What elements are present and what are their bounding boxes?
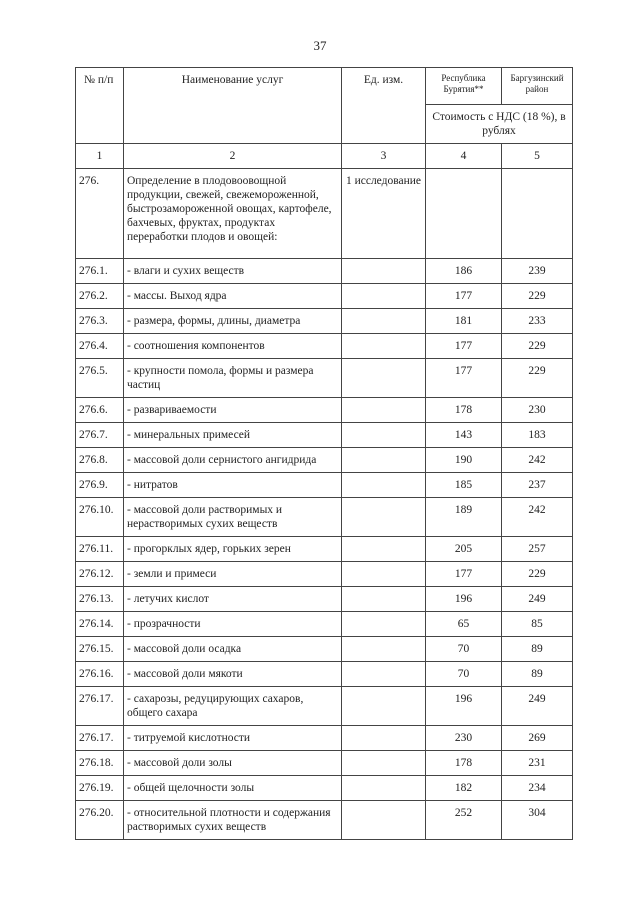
row-price-district: 85 bbox=[502, 612, 573, 637]
table-row bbox=[76, 398, 573, 423]
row-unit bbox=[342, 587, 426, 612]
row-number: 276.14. bbox=[76, 612, 124, 637]
row-price-district: 257 bbox=[502, 537, 573, 562]
row-service-name: Определение в плодовоовощной продукции, свежей, свежемороженной, быстрозамороженной овощах, картофеле, бахчевых, фруктах, продуктах переработки плодов и овощей: bbox=[124, 169, 342, 259]
table-row bbox=[76, 473, 573, 498]
row-service-name: - крупности помола, формы и размера частиц bbox=[124, 359, 342, 398]
row-price-district: 229 bbox=[502, 359, 573, 398]
column-number: 5 bbox=[502, 144, 573, 169]
row-unit bbox=[342, 751, 426, 776]
row-price-district: 242 bbox=[502, 448, 573, 473]
row-service-name: - минеральных примесей bbox=[124, 423, 342, 448]
row-number: 276.3. bbox=[76, 309, 124, 334]
row-price-republic: 178 bbox=[426, 398, 502, 423]
column-number: 4 bbox=[426, 144, 502, 169]
row-price-republic: 70 bbox=[426, 662, 502, 687]
header-name: Наименование услуг bbox=[124, 68, 342, 144]
row-service-name: - летучих кислот bbox=[124, 587, 342, 612]
row-price-district: 229 bbox=[502, 284, 573, 309]
row-unit bbox=[342, 309, 426, 334]
row-unit bbox=[342, 776, 426, 801]
row-number: 276.17. bbox=[76, 726, 124, 751]
row-number: 276.18. bbox=[76, 751, 124, 776]
row-service-name: - нитратов bbox=[124, 473, 342, 498]
row-price-district: 183 bbox=[502, 423, 573, 448]
row-unit bbox=[342, 448, 426, 473]
table-row bbox=[76, 537, 573, 562]
column-number: 1 bbox=[76, 144, 124, 169]
row-service-name: - массовой доли сернистого ангидрида bbox=[124, 448, 342, 473]
row-price-district: 89 bbox=[502, 637, 573, 662]
table-row bbox=[76, 801, 573, 840]
column-number: 3 bbox=[342, 144, 426, 169]
header-unit: Ед. изм. bbox=[342, 68, 426, 144]
row-unit bbox=[342, 498, 426, 537]
row-service-name: - земли и примеси bbox=[124, 562, 342, 587]
row-price-district: 230 bbox=[502, 398, 573, 423]
row-service-name: - титруемой кислотности bbox=[124, 726, 342, 751]
row-number: 276. bbox=[76, 169, 124, 259]
row-unit bbox=[342, 726, 426, 751]
row-price-district: 304 bbox=[502, 801, 573, 840]
row-price-republic: 177 bbox=[426, 562, 502, 587]
row-price-republic: 186 bbox=[426, 259, 502, 284]
row-number: 276.5. bbox=[76, 359, 124, 398]
table-row bbox=[76, 751, 573, 776]
table-row bbox=[76, 448, 573, 473]
table-row bbox=[76, 726, 573, 751]
table-row bbox=[76, 259, 573, 284]
page-number: 37 bbox=[313, 38, 327, 53]
row-number: 276.1. bbox=[76, 259, 124, 284]
table-row bbox=[76, 359, 573, 398]
table-row bbox=[76, 284, 573, 309]
table-row bbox=[76, 637, 573, 662]
header-district: Баргузинский район bbox=[502, 68, 573, 105]
row-service-name: - массовой доли мякоти bbox=[124, 662, 342, 687]
row-number: 276.7. bbox=[76, 423, 124, 448]
table-row bbox=[76, 562, 573, 587]
row-price-district bbox=[502, 169, 573, 259]
row-price-district: 249 bbox=[502, 687, 573, 726]
row-price-district: 89 bbox=[502, 662, 573, 687]
row-number: 276.9. bbox=[76, 473, 124, 498]
row-price-republic: 178 bbox=[426, 751, 502, 776]
row-unit bbox=[342, 259, 426, 284]
row-unit bbox=[342, 398, 426, 423]
row-service-name: - массовой доли растворимых и нерастворимых сухих веществ bbox=[124, 498, 342, 537]
row-unit bbox=[342, 612, 426, 637]
row-number: 276.2. bbox=[76, 284, 124, 309]
header-price-caption: Стоимость с НДС (18 %), в рублях bbox=[426, 105, 573, 144]
row-unit: 1 исследование bbox=[342, 169, 426, 259]
row-price-district: 239 bbox=[502, 259, 573, 284]
row-price-republic: 182 bbox=[426, 776, 502, 801]
row-service-name: - массовой доли золы bbox=[124, 751, 342, 776]
row-price-republic: 177 bbox=[426, 359, 502, 398]
row-price-republic: 177 bbox=[426, 334, 502, 359]
row-price-republic: 70 bbox=[426, 637, 502, 662]
row-unit bbox=[342, 359, 426, 398]
row-price-republic bbox=[426, 169, 502, 259]
row-price-republic: 196 bbox=[426, 587, 502, 612]
row-unit bbox=[342, 562, 426, 587]
row-unit bbox=[342, 637, 426, 662]
row-number: 276.20. bbox=[76, 801, 124, 840]
row-service-name: - общей щелочности золы bbox=[124, 776, 342, 801]
row-number: 276.10. bbox=[76, 498, 124, 537]
column-numbers-row bbox=[76, 144, 573, 169]
row-number: 276.8. bbox=[76, 448, 124, 473]
row-number: 276.12. bbox=[76, 562, 124, 587]
row-unit bbox=[342, 687, 426, 726]
row-price-republic: 181 bbox=[426, 309, 502, 334]
row-unit bbox=[342, 473, 426, 498]
row-price-republic: 65 bbox=[426, 612, 502, 637]
row-number: 276.6. bbox=[76, 398, 124, 423]
row-price-district: 229 bbox=[502, 334, 573, 359]
table-row bbox=[76, 612, 573, 637]
table-row bbox=[76, 423, 573, 448]
row-price-district: 237 bbox=[502, 473, 573, 498]
row-price-republic: 252 bbox=[426, 801, 502, 840]
row-price-district: 229 bbox=[502, 562, 573, 587]
row-unit bbox=[342, 537, 426, 562]
row-service-name: - массовой доли осадка bbox=[124, 637, 342, 662]
row-number: 276.15. bbox=[76, 637, 124, 662]
row-price-republic: 177 bbox=[426, 284, 502, 309]
row-unit bbox=[342, 662, 426, 687]
row-price-republic: 230 bbox=[426, 726, 502, 751]
row-price-republic: 190 bbox=[426, 448, 502, 473]
table-row bbox=[76, 662, 573, 687]
row-number: 276.11. bbox=[76, 537, 124, 562]
table-row bbox=[76, 334, 573, 359]
table-row bbox=[76, 776, 573, 801]
row-number: 276.13. bbox=[76, 587, 124, 612]
row-price-district: 242 bbox=[502, 498, 573, 537]
row-unit bbox=[342, 334, 426, 359]
row-price-republic: 189 bbox=[426, 498, 502, 537]
row-service-name: - размера, формы, длины, диаметра bbox=[124, 309, 342, 334]
row-price-district: 234 bbox=[502, 776, 573, 801]
row-service-name: - прозрачности bbox=[124, 612, 342, 637]
row-service-name: - развариваемости bbox=[124, 398, 342, 423]
table-header-row bbox=[76, 68, 573, 105]
row-service-name: - массы. Выход ядра bbox=[124, 284, 342, 309]
row-price-district: 269 bbox=[502, 726, 573, 751]
row-number: 276.19. bbox=[76, 776, 124, 801]
row-unit bbox=[342, 284, 426, 309]
row-service-name: - влаги и сухих веществ bbox=[124, 259, 342, 284]
row-service-name: - относительной плотности и содержания растворимых сухих веществ bbox=[124, 801, 342, 840]
table-row bbox=[76, 587, 573, 612]
row-price-district: 249 bbox=[502, 587, 573, 612]
row-number: 276.16. bbox=[76, 662, 124, 687]
column-number: 2 bbox=[124, 144, 342, 169]
row-price-republic: 143 bbox=[426, 423, 502, 448]
row-service-name: - соотношения компонентов bbox=[124, 334, 342, 359]
row-price-republic: 185 bbox=[426, 473, 502, 498]
row-price-republic: 205 bbox=[426, 537, 502, 562]
table-row bbox=[76, 687, 573, 726]
row-service-name: - сахарозы, редуцирующих сахаров, общего сахара bbox=[124, 687, 342, 726]
price-table bbox=[75, 67, 573, 840]
row-number: 276.17. bbox=[76, 687, 124, 726]
row-service-name: - прогорклых ядер, горьких зерен bbox=[124, 537, 342, 562]
row-unit bbox=[342, 801, 426, 840]
header-republic: Республика Бурятия** bbox=[426, 68, 502, 105]
row-number: 276.4. bbox=[76, 334, 124, 359]
table-row bbox=[76, 309, 573, 334]
row-unit bbox=[342, 423, 426, 448]
header-num: № п/п bbox=[76, 68, 124, 144]
table-row bbox=[76, 169, 573, 259]
table-row bbox=[76, 498, 573, 537]
row-price-republic: 196 bbox=[426, 687, 502, 726]
row-price-district: 231 bbox=[502, 751, 573, 776]
row-price-district: 233 bbox=[502, 309, 573, 334]
